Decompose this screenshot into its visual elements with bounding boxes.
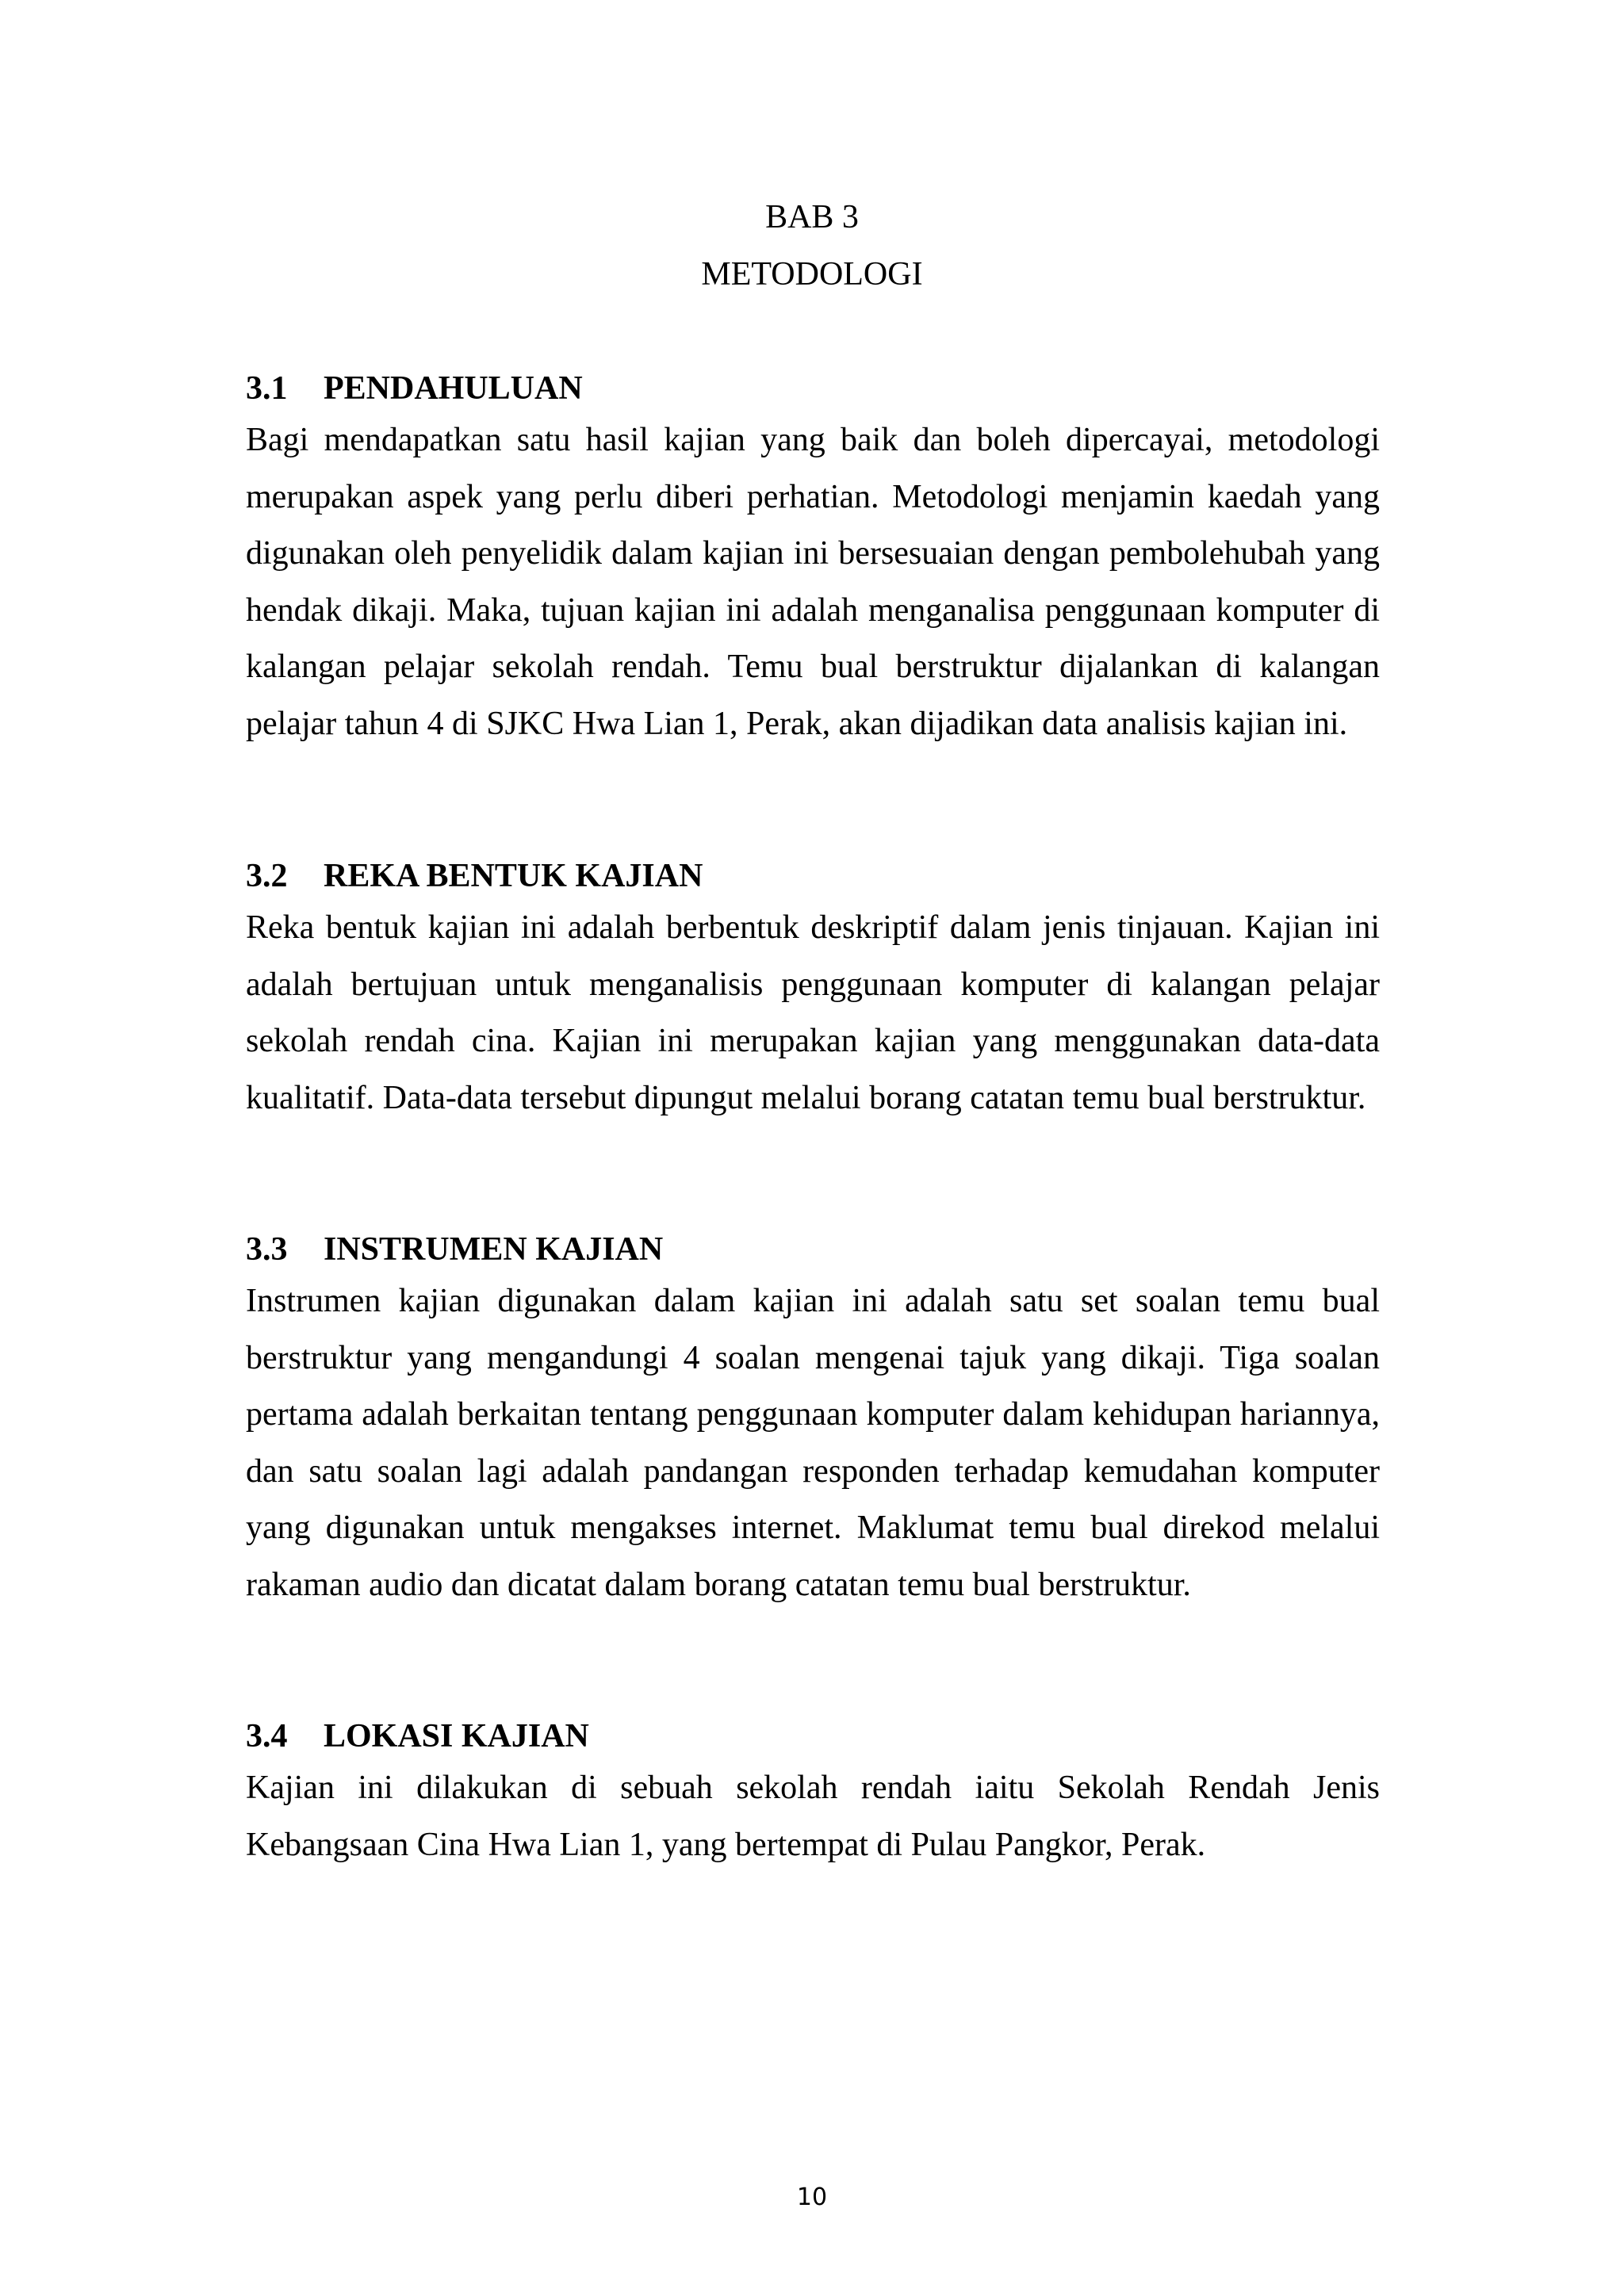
section-title: INSTRUMEN KAJIAN — [324, 1231, 664, 1268]
section-paragraph: Instrumen kajian digunakan dalam kajian ini adalah satu set soalan temu bual berstruktur yang mengandungi 4 soalan mengenai tajuk yang dikaji. Tiga soalan pertama adalah berkaitan tentang penggunaan komputer dalam kehidupan hariannya, dan satu soalan lagi adalah pandangan responden terhadap kemudahan komputer yang digunakan untuk mengakses internet. Maklumat temu bual direkod melalui rakaman audio dan dicatat dalam borang catatan temu bual berstruktur. — [246, 1283, 1380, 1603]
section-heading — [246, 1226, 1380, 1273]
section-instrumen-kajian — [246, 1226, 1380, 1613]
section-number: 3.2 — [246, 858, 288, 894]
section-paragraph: Kajian ini dilakukan di sebuah sekolah rendah iaitu Sekolah Rendah Jenis Kebangsaan Cina Hwa Lian 1, yang bertempat di Pulau Pangkor, Perak. — [246, 1770, 1380, 1863]
section-heading — [246, 1712, 1380, 1760]
section-heading — [246, 365, 1380, 412]
chapter-label: BAB 3 — [765, 199, 859, 235]
section-title: REKA BENTUK KAJIAN — [324, 858, 703, 894]
section-number: 3.4 — [246, 1718, 288, 1755]
section-paragraph: Reka bentuk kajian ini adalah berbentuk deskriptif dalam jenis tinjauan. Kajian ini adalah bertujuan untuk menganalisis penggunaan komputer di kalangan pelajar sekolah rendah cina. Kajian ini merupakan kajian yang menggunakan data-data kualitatif. Data-data tersebut dipungut melalui borang catatan temu bual berstruktur. — [246, 909, 1380, 1116]
section-reka-bentuk-kajian — [246, 852, 1380, 1127]
page-number: 10 — [796, 2183, 828, 2211]
section-number: 3.3 — [246, 1231, 288, 1268]
section-title: LOKASI KAJIAN — [324, 1718, 589, 1755]
section-pendahuluan — [246, 365, 1380, 752]
section-paragraph: Bagi mendapatkan satu hasil kajian yang baik dan boleh dipercayai, metodologi merupakan aspek yang perlu diberi perhatian. Metodologi menjamin kaedah yang digunakan oleh penyelidik dalam kajian ini bersesuaian dengan pembolehubah yang hendak dikaji. Maka, tujuan kajian ini adalah menganalisa penggunaan komputer di kalangan pelajar sekolah rendah. Temu bual berstruktur dijalankan di kalangan pelajar tahun 4 di SJKC Hwa Lian 1, Perak, akan dijadikan data analisis kajian ini. — [246, 422, 1380, 742]
section-heading — [246, 852, 1380, 900]
section-title: PENDAHULUAN — [324, 370, 583, 407]
section-number: 3.1 — [246, 370, 288, 407]
chapter-title: METODOLOGI — [701, 256, 923, 293]
section-lokasi-kajian — [246, 1712, 1380, 1873]
